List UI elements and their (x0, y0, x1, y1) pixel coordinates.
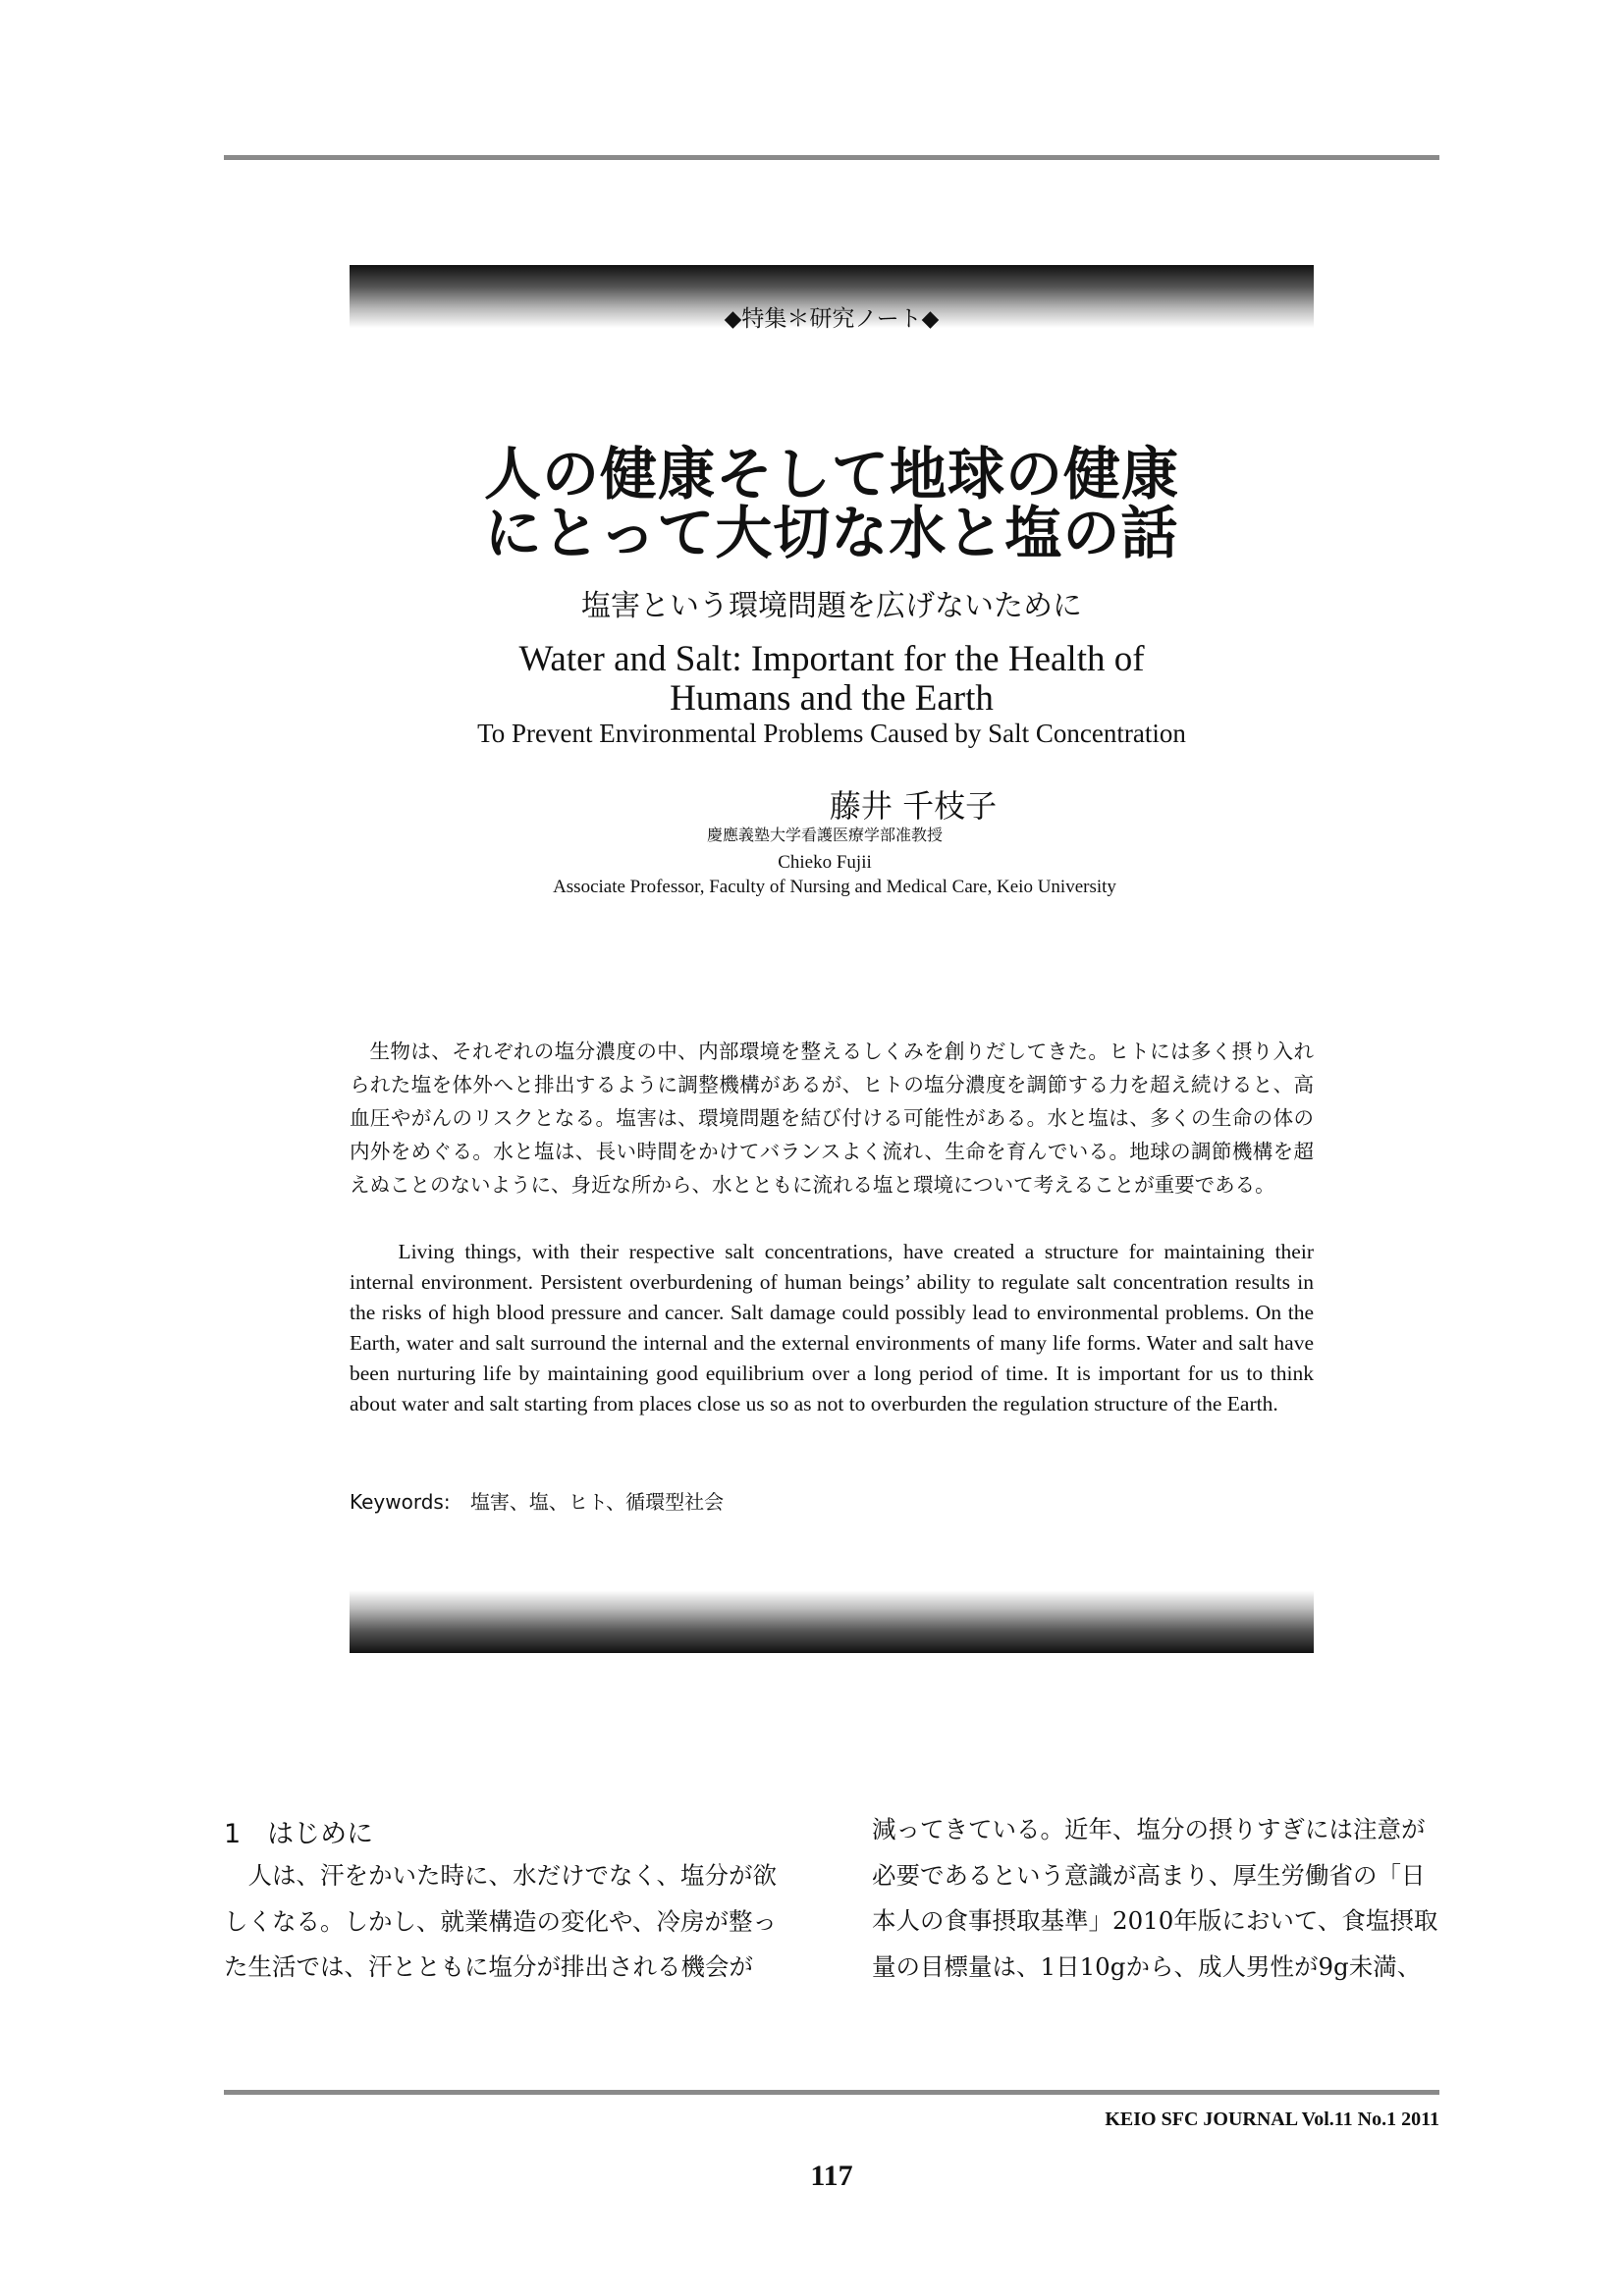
author-affiliation-en: Associate Professor, Faculty of Nursing and Medical Care, Keio University (553, 877, 1116, 897)
footer-gradient-bar (350, 1590, 1314, 1653)
keywords (350, 1486, 724, 1515)
category-label: ◆特集＊研究ノート◆ (724, 306, 940, 332)
journal-citation: KEIO SFC JOURNAL Vol.11 No.1 2011 (1105, 2109, 1439, 2130)
section-heading: 1 はじめに (224, 1819, 374, 1849)
subtitle-en: To Prevent Environmental Problems Caused by Salt Concentration (477, 719, 1186, 748)
subtitle-jp: 塩害という環境問題を広げないために (581, 589, 1082, 623)
body-paragraph: 減ってきている。近年、塩分の摂りすぎには注意が必要であるという意識が高まり、厚生労働省の「日本人の食事摂取基準」2010年版において、食塩摂取量の目標量は、1日10gから、成人男性が9g未満、 (872, 1815, 1438, 1981)
body-paragraph: 人は、汗をかいた時に、水だけでなく、塩分が欲しくなる。しかし、就業構造の変化や、冷房が整った生活では、汗とともに塩分が排出される機会が (224, 1861, 778, 1981)
body-right-column (872, 1807, 1439, 1990)
author-affiliation-jp: 慶應義塾大学看護医療学部准教授 (706, 826, 943, 844)
author-name-jp: 藤井 千枝子 (829, 787, 998, 825)
title-jp-line-1: 人の健康そして地球の健康 (483, 441, 1179, 507)
abstract-en: Living things, with their respective salt concentrations, have created a structure for maintaining their internal environment. Persistent overburdening of human beings’ ability to regulate salt concentration results in the risks of high blood pressure and cancer. Salt damage could possibly lead to environmental problems. On the Earth, water and salt surround the internal and the external environments of many life forms. Water and salt have been nurturing life by maintaining good equilibrium over a long period of time. It is important for us to think about water and salt starting from places close us so as not to overburden the regulation structure of the Earth. (350, 1240, 1314, 1415)
keywords-label: Keywords: (350, 1490, 451, 1514)
title-en-line-2: Humans and the Earth (670, 678, 994, 719)
abstract-jp: 生物は、それぞれの塩分濃度の中、内部環境を整えるしくみを創りだしてきた。ヒトには多く摂り入れられた塩を体外へと排出するように調整機構があるが、ヒトの塩分濃度を調節する力を超え続けると、高血圧やがんのリスクとなる。塩害は、環境問題を結び付ける可能性がある。水と塩は、多くの生命の体の内外をめぐる。水と塩は、長い時間をかけてバランスよく流れ、生命を育んでいる。地球の調節機構を超えぬことのないように、身近な所から、水とともに流れる塩と環境について考えることが重要である。 (350, 1040, 1314, 1197)
keywords-value: 塩害、塩、ヒト、循環型社会 (469, 1490, 725, 1514)
title-en-line-1: Water and Salt: Important for the Health of (518, 639, 1145, 679)
top-rule (224, 155, 1439, 160)
page-number: 117 (810, 2160, 853, 2192)
title-jp-line-2: にとって大切な水と塩の話 (484, 500, 1179, 566)
body-left-column (224, 1853, 791, 1991)
author-name-en: Chieko Fujii (778, 852, 872, 873)
bottom-rule (224, 2090, 1439, 2095)
